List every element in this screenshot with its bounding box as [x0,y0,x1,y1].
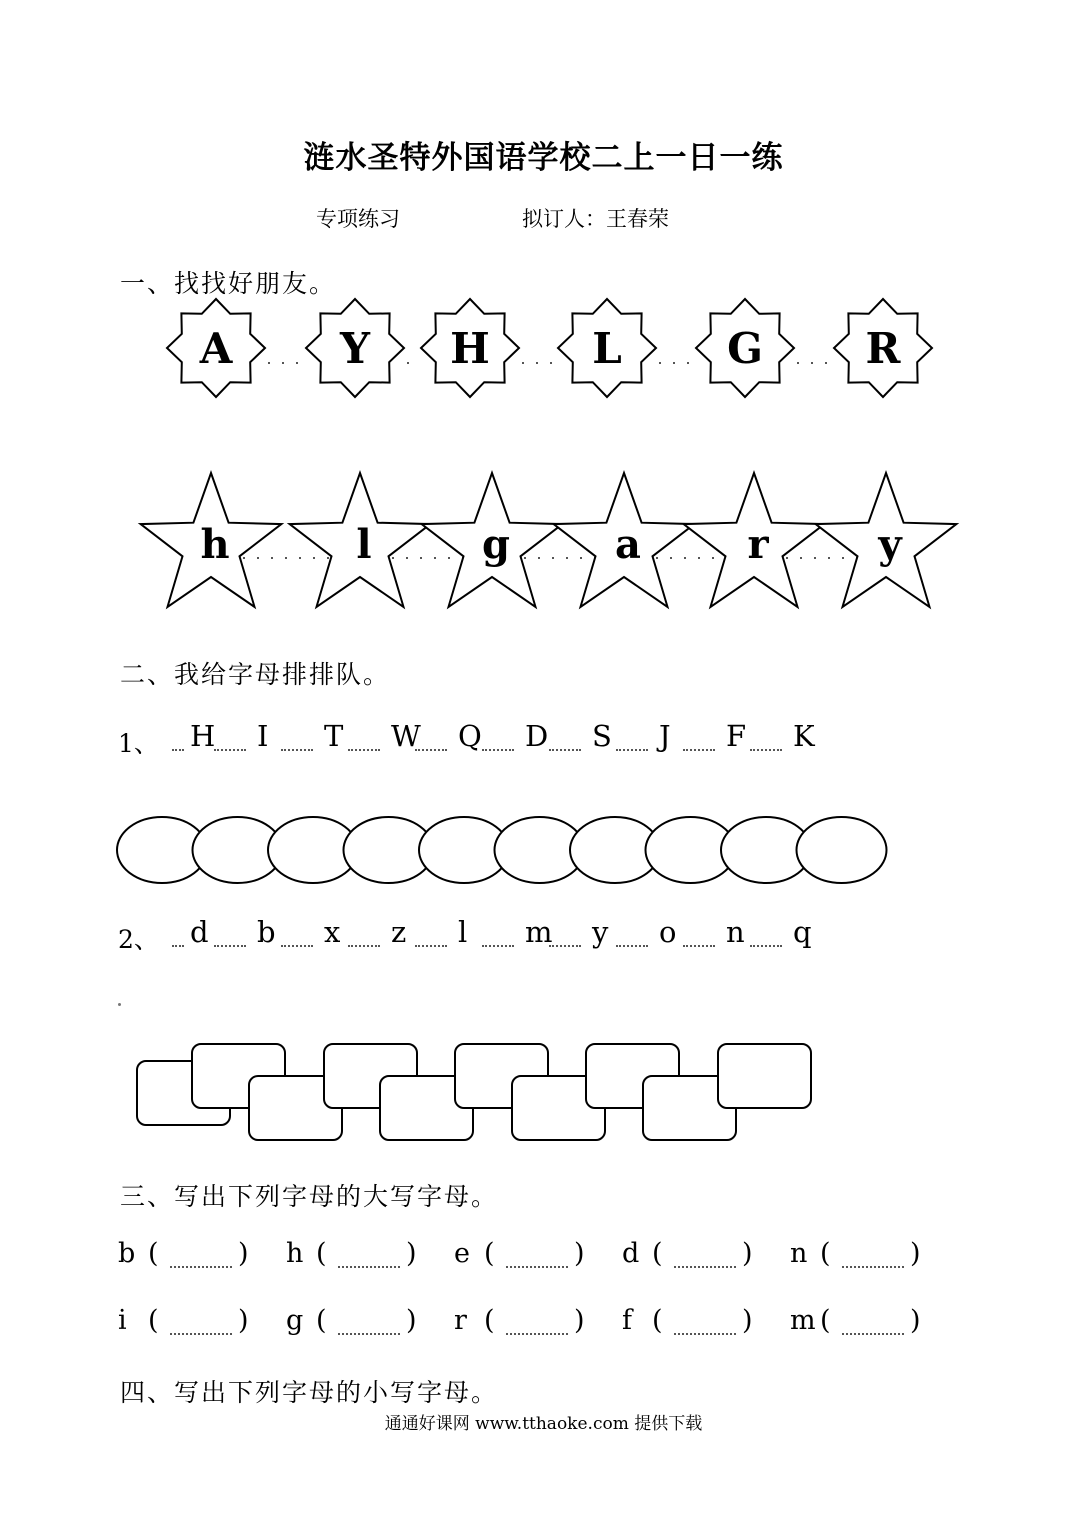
box-chain [130,1038,830,1148]
sequence-letter: z [391,915,407,949]
open-paren: ( [148,1305,159,1336]
answer-blank[interactable] [842,1333,904,1335]
prompt-letter: f [622,1305,632,1336]
section3-heading: 三、写出下列字母的大写字母。 [120,1182,499,1211]
matching-shapes [0,285,1087,630]
dotted-spacer [348,749,380,751]
uppercase-letter: G [727,324,763,373]
subtitle-practice: 专项练习 [316,207,400,231]
open-paren: ( [652,1305,663,1336]
dotted-spacer [214,749,246,751]
sequence-letter: o [659,915,677,949]
dotted-spacer [616,945,648,947]
sequence-letter: b [257,915,276,949]
answer-blank[interactable] [842,1266,904,1268]
answer-blank[interactable] [506,1333,568,1335]
lowercase-letter: g [482,521,510,568]
prompt-letter: i [118,1305,127,1336]
answer-blank[interactable] [338,1333,400,1335]
sequence-letter: W [391,719,421,753]
open-paren: ( [316,1238,327,1269]
uppercase-letter: R [865,324,901,373]
answer-blank[interactable] [506,1266,568,1268]
footer-credit: 通通好课网 www.tthaoke.com 提供下载 [384,1414,703,1434]
prompt-letter: g [286,1305,304,1336]
close-paren: ) [406,1238,417,1269]
dotted-spacer [683,945,715,947]
open-paren: ( [820,1305,831,1336]
answer-blank[interactable] [170,1333,232,1335]
close-paren: ) [910,1238,921,1269]
stray-dot [118,1003,121,1006]
answer-blank[interactable] [674,1333,736,1335]
dotted-spacer [750,749,782,751]
dotted-spacer [214,945,246,947]
dotted-spacer [683,749,715,751]
prompt-letter: b [118,1238,136,1269]
answer-oval[interactable] [797,817,887,883]
row2-label: 2、 [118,925,159,954]
close-paren: ) [742,1305,753,1336]
open-paren: ( [652,1238,663,1269]
prompt-letter: r [454,1305,467,1336]
dotted-spacer [281,945,313,947]
close-paren: ) [742,1238,753,1269]
dotted-spacer [549,945,581,947]
section2-heading: 二、我给字母排排队。 [120,660,391,689]
sequence-letter: l [458,915,468,949]
sequence-letter: F [726,719,747,753]
sequence-letter: d [190,915,209,949]
sequence-letter: H [190,719,216,753]
sequence-letter: J [659,719,671,753]
dotted-spacer [482,749,514,751]
open-paren: ( [484,1238,495,1269]
dotted-spacer [750,945,782,947]
close-paren: ) [574,1238,585,1269]
prompt-letter: d [622,1238,640,1269]
uppercase-row-2 [0,1305,1087,1345]
dotted-spacer [549,749,581,751]
answer-blank[interactable] [170,1266,232,1268]
open-paren: ( [820,1238,831,1269]
dotted-spacer [172,945,184,947]
dotted-spacer [616,749,648,751]
prompt-letter: m [790,1305,816,1336]
prompt-letter: h [286,1238,304,1269]
close-paren: ) [238,1305,249,1336]
lowercase-letter: r [747,521,769,568]
uppercase-letter: H [450,324,490,373]
lowercase-letter: l [356,521,372,568]
row1-label: 1、 [118,729,159,758]
prompt-letter: e [454,1238,470,1269]
sequence-letter: T [324,719,344,753]
sequence-letter: D [525,719,549,753]
uppercase-row-1 [0,1238,1087,1278]
page-title: 涟水圣特外国语学校二上一日一练 [303,140,784,176]
sequence-letter: q [793,915,812,949]
lowercase-letter: a [615,521,641,568]
dotted-spacer [415,749,447,751]
sequence-letter: I [257,719,269,753]
close-paren: ) [910,1305,921,1336]
answer-blank[interactable] [674,1266,736,1268]
sequence-letter: n [726,915,745,949]
answer-box[interactable] [718,1044,811,1108]
uppercase-letter: Y [340,324,370,373]
sequence-letter: K [793,719,815,753]
subtitle-author: 拟订人：王春荣 [522,207,669,231]
dotted-spacer [415,945,447,947]
oval-chain [110,810,900,890]
sequence-letter: m [525,915,553,949]
answer-blank[interactable] [338,1266,400,1268]
uppercase-letter: A [199,324,233,373]
section4-heading: 四、写出下列字母的小写字母。 [120,1378,499,1407]
sequence-letter: S [592,719,612,753]
section1-heading: 一、找找好朋友。 [120,269,337,298]
dotted-spacer [281,749,313,751]
close-paren: ) [574,1305,585,1336]
close-paren: ) [238,1238,249,1269]
sequence-letter: x [324,915,341,949]
prompt-letter: n [790,1238,808,1269]
dotted-spacer [172,749,184,751]
lowercase-letter: y [878,521,902,568]
open-paren: ( [484,1305,495,1336]
open-paren: ( [148,1238,159,1269]
sequence-letter: Q [458,719,482,753]
uppercase-letter: L [592,324,622,373]
close-paren: ) [406,1305,417,1336]
lowercase-letter: h [200,521,230,568]
dotted-spacer [348,945,380,947]
open-paren: ( [316,1305,327,1336]
row1-letters [0,719,1087,759]
dotted-spacer [482,945,514,947]
row2-letters [0,915,1087,955]
sequence-letter: y [592,915,609,949]
